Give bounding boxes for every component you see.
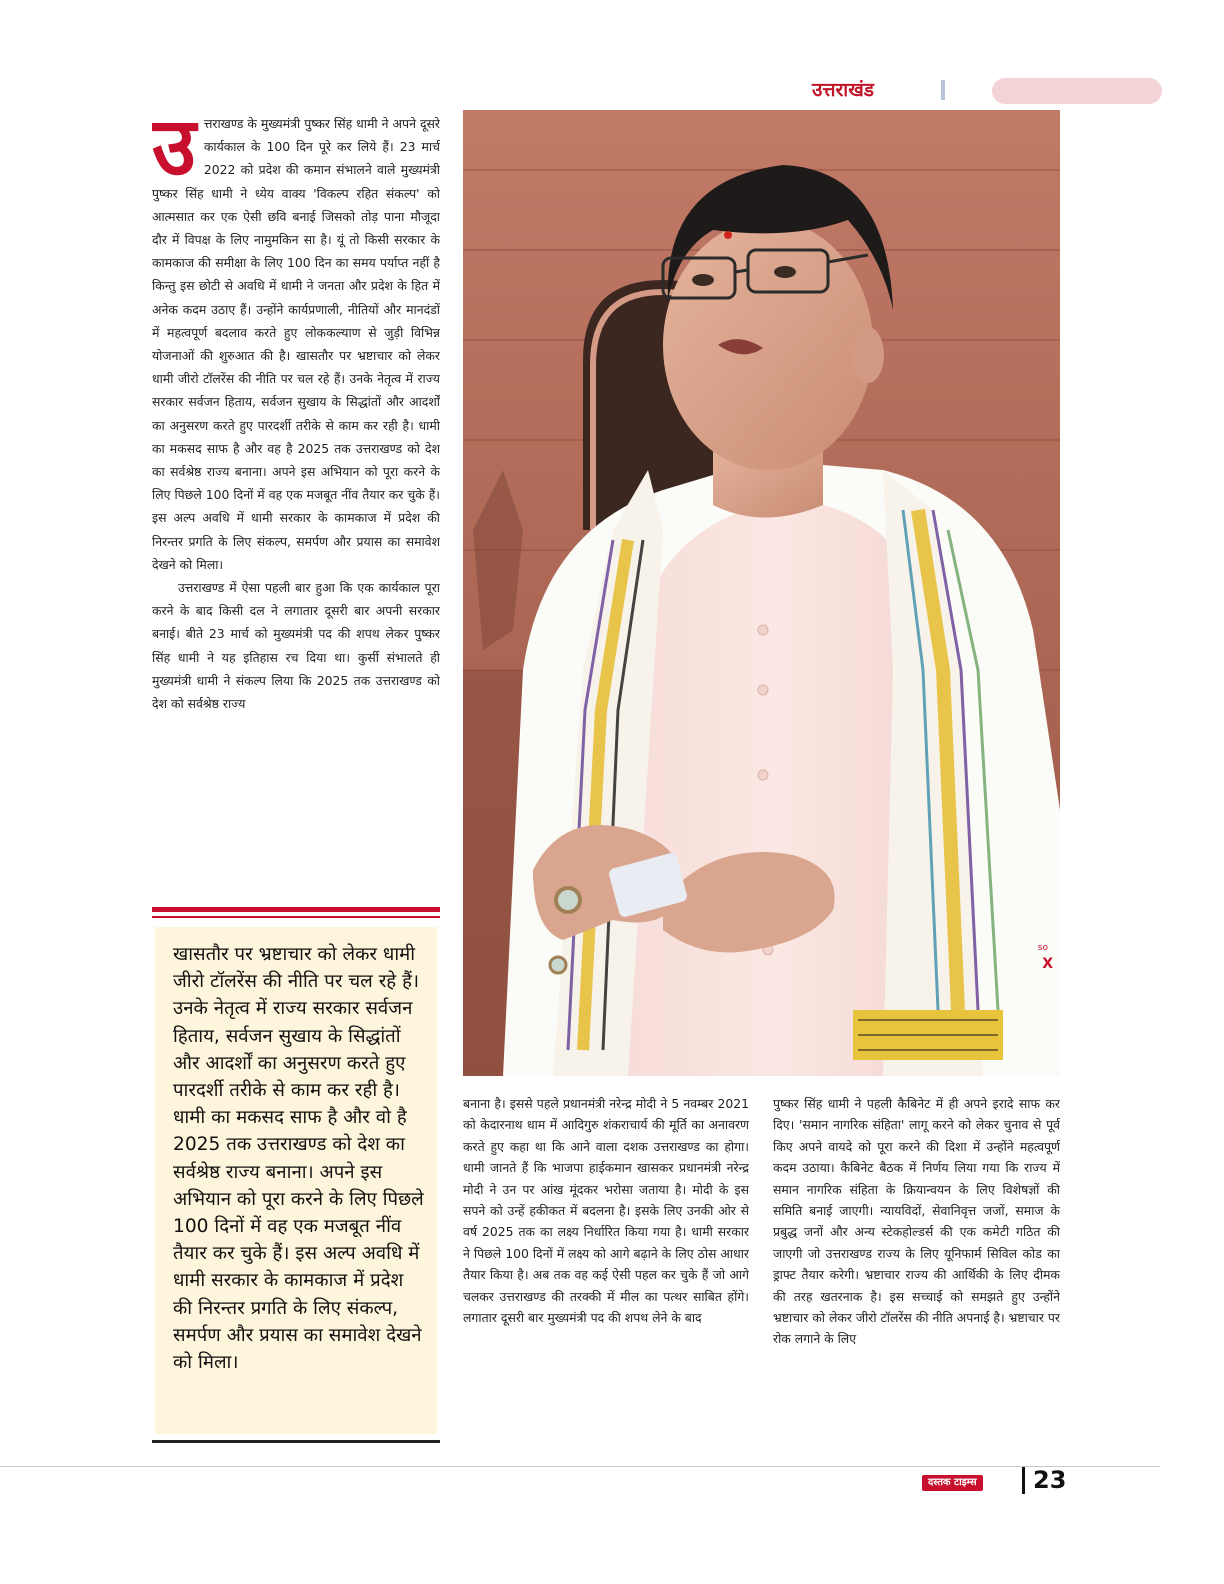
photo-illustration [463, 110, 1060, 1076]
header-pill [992, 78, 1162, 104]
page-number: 23 [1033, 1466, 1067, 1494]
section-label: उत्तराखंड [812, 79, 874, 101]
footer-separator [1022, 1467, 1025, 1494]
pull-quote: खासतौर पर भ्रष्टाचार को लेकर धामी जीरो टॉलरेंस की नीति पर चल रहे हैं। उनके नेतृत्व में राज्य सरकार सर्वजन हिताय, सर्वजन सुखाय के सिद्धांतों और आदर्शों का अनुसरण करते हुए पारदर्शी तरीके से काम कर रही है। धामी का मकसद साफ है और वो है 2025 तक उत्तराखण्ड को देश का सर्वश्रेष्ठ राज्य बनाना। अपने इस अभियान को पूरा करने के लिए पिछले 100 दिनों में वह एक मजबूत नींव तैयार कर चुके हैं। इस अल्प अवधि में धामी सरकार के कामकाज में प्रदेश की निरन्तर प्रगति के लिए संकल्प, समर्पण और प्रयास का समावेश देखने को मिला। [155, 927, 437, 1434]
chief-minister-photo [463, 110, 1060, 1076]
pullquote-top-rule [152, 907, 440, 918]
article-column-right: पुष्कर सिंह धामी ने पहली कैबिनेट में ही अपने इरादे साफ कर दिए। 'समान नागरिक संहिता' लागू करने को लेकर चुनाव से पूर्व किए अपने वायदे को पूरा करने की दिशा में उन्होंने महत्वपूर्ण कदम उठाया। कैबिनेट बैठक में निर्णय लिया गया कि राज्य में समान नागरिक संहिता के क्रियान्वयन के लिए विशेषज्ञों की समिति बनाई जाएगी। न्यायविदों, सेवानिवृत्त जजों, समाज के प्रबुद्ध जनों और अन्य स्टेकहोल्डर्स की एक कमेटी गठित की जाएगी जो उत्तराखण्ड राज्य के लिए यूनिफार्म सिविल कोड का ड्राफ्ट तैयार करेगी। भ्रष्टाचार राज्य की आर्थिकी के लिए दीमक की तरह खतरनाक है। इस सच्चाई को समझते हुए उन्होंने भ्रष्टाचार को लेकर जीरो टॉलरेंस की नीति अपनाई है। भ्रष्टाचार पर रोक लगाने के लिए [773, 1096, 1060, 1347]
paragraph-1-text: त्तराखण्ड के मुख्यमंत्री पुष्कर सिंह धामी ने अपने दूसरे कार्यकाल के 100 दिन पूरे कर लिये हैं। 23 मार्च 2022 को प्रदेश की कमान संभालने वाले मुख्यमंत्री पुष्कर सिंह धामी ने ध्येय वाक्य 'विकल्प रहित संकल्प' को आत्मसात कर एक ऐसी छवि बनाई जिसको तोड़ पाना मौजूदा दौर में विपक्ष के लिए नामुमकिन सा है। यूं तो किसी सरकार के कामकाज की समीक्षा के लिए 100 दिन का समय पर्याप्त नहीं है किन्तु इस छोटी से अवधि में धामी ने जनता और प्रदेश के हित में अनेक कदम उठाए हैं। उन्होंने कार्यप्रणाली, नीतियों और मानदंडों में महत्वपूर्ण बदलाव करते हुए लोककल्याण से जुड़ी विभिन्न योजनाओं की शुरुआत की है। खासतौर पर भ्रष्टाचार को लेकर धामी जीरो टॉलरेंस की नीति पर चल रहे हैं। उनके नेतृत्व में राज्य सरकार सर्वजन हिताय, सर्वजन सुखाय के सिद्धांतों और आदर्शों का अनुसरण करते हुए पारदर्शी तरीके से काम कर रही है। धामी का मकसद साफ है और वह है 2025 तक उत्तराखण्ड को देश का सर्वश्रेष्ठ राज्य बनाना। अपने इस अभियान को पूरा करने के लिए पिछले 100 दिनों में वह एक मजबूत नींव तैयार कर चुके हैं। इस अल्प अवधि में धामी सरकार के कामकाज में प्रदेश की निरन्तर प्रगति के लिए संकल्प, समर्पण और प्रयास का समावेश देखने को मिला। [152, 116, 440, 572]
svg-text:X: X [1042, 956, 1053, 972]
footer-rule [0, 1466, 1160, 1467]
article-paragraph-1 [152, 112, 440, 576]
article-paragraph-2: उत्तराखण्ड में ऐसा पहली बार हुआ कि एक कार्यकाल पूरा करने के बाद किसी दल ने लगातार दूसरी बार अपनी सरकार बनाई। बीते 23 मार्च को मुख्यमंत्री पद की शपथ लेकर पुष्कर सिंह धामी ने यह इतिहास रच दिया था। कुर्सी संभालते ही मुख्यमंत्री धामी ने संकल्प लिया कि 2025 तक उत्तराखण्ड को देश को सर्वश्रेष्ठ राज्य [152, 580, 440, 712]
pullquote-bottom-rule [152, 1440, 440, 1443]
article-column-middle: बनाना है। इससे पहले प्रधानमंत्री नरेन्द्र मोदी ने 5 नवम्बर 2021 को केदारनाथ धाम में आदिगुरु शंकराचार्य की मूर्ति का अनावरण करते हुए कहा था कि आने वाला दशक उत्तराखण्ड का होगा। धामी जानते हैं कि भाजपा हाईकमान खासकर प्रधानमंत्री नरेन्द्र मोदी ने उन पर आंख मूंदकर भरोसा जताया है। मोदी के इस सपने को उन्हें हकीकत में बदलना है। इसके लिए उनकी ओर से वर्ष 2025 तक का लक्ष्य निर्धारित किया गया है। धामी सरकार ने पिछले 100 दिनों में लक्ष्य को आगे बढ़ाने के लिए ठोस आधार तैयार किया है। अब तक वह कई ऐसी पहल कर चुके हैं जो आगे चलकर उत्तराखण्ड की तरक्की में मील का पत्थर साबित होंगे। लगातार दूसरी बार मुख्यमंत्री पद की शपथ लेने के बाद [463, 1096, 749, 1326]
article-column-left [152, 112, 440, 882]
drop-cap: उ [152, 112, 196, 193]
svg-text:so: so [1037, 943, 1048, 953]
magazine-logo: दस्तक टाइम्स [922, 1475, 983, 1491]
header-divider [941, 80, 945, 100]
